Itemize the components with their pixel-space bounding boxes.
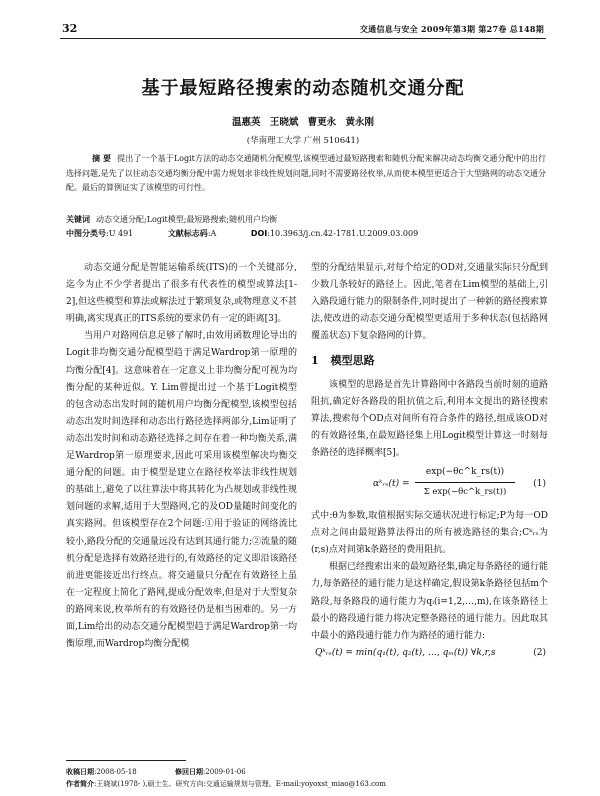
equation-number: (1) [533,479,546,490]
body-paragraph: 式中:θ为参数,取值根据实际交通状况进行标定;P为每一OD点对之间由最短路算法得出的所有被选路径的集合;Cᵏᵣₛ为(r,s)点对间第k条路径的费用阻抗。 [311,511,548,556]
abstract [66,152,546,196]
received-label: 收稿日期 [66,768,94,776]
author-name: 黄永刚 [345,117,374,128]
journal-header: 交通信息与安全 2009年第3期 第27卷 总148期 [359,24,544,34]
author-bio-label: 作者简介 [66,780,94,788]
equation-lhs: αᵏᵣₛ(t) = [373,479,410,490]
clc-value: U 491 [108,229,134,238]
body-paragraph: 当用户对路网信息足够了解时,由效用函数理论导出的Logit非均衡交通分配模型趋于满足Wardrop第一原理的均衡分配[4]。这意味着在一定意义上非均衡分配可视为均衡分配的某种近似。Y. Lim曾提出过一个基于Logit模型的包含动态出发时间的随机用户均衡分配模型,该模型包括动态出发时间选择和动态出行路径选择两部分,Lim证明了动态出发时间和动态路径选择之间存在着一种均衡关系,满足Wardrop第一原理要求,因此可采用该模型解决均衡交通分配的问题。由于模型是建立在路径枚举法非线性规划的基础上,避免了以往算法中将其转化为凸规划或非线性规划问题的求解,适用于大型路网,它的及OD量随时间变化的真实路网。但该模型存在2个问题:①用于验证的网络流比较小,路段分配的交通量远没有达到其通行能力;②流量的随机分配是选择有效路径进行的,有效路径的定义即沿该路径前进更能接近出行终点。将交通量只分配在有效路径上虽在一定程度上简化了路网,提成分配效率,但是对于大型复杂的路网来说,枚举所有的有效路径仍是相当困难的。另一方面,Lim给出的动态交通分配模型趋于满足Wardrop第一均衡原理,而Wardrop均衡分配模 [66,331,297,650]
body-paragraph: 根据已经搜索出来的最短路径集,确定每条路径的通行能力,每条路径的通行能力是这样确定,假设第k条路径包括m个路段,每条路段的通行能力为qᵢ(i=1,2,…,m),在该条路径上最小的路段通行能力将决定整条路径的通行能力。因此取其中最小的路段通行能力作为路径的通行能力: [311,562,548,641]
body-paragraph: 型的分配结果显示,对每个给定的OD对,交通量实际只分配到少数几条较好的路径上。因此,笔者在Lim模型的基础上,引入路段通行能力的限制条件,同时提出了一种新的路径搜索算法,使改进的动态交通分配模型更适用于多种状态(包括路网覆盖状态)下复杂路网的计算。 [311,263,548,342]
equation-2 [311,645,548,662]
header-rule [60,38,546,39]
section-title: 模型思路 [330,354,375,368]
page-number: 32 [62,22,78,35]
author-name: 温惠英 [232,117,261,128]
affiliation: (华南理工大学 广州 510641) [246,136,360,146]
author-list [60,114,546,128]
paper-title: 基于最短路径搜索的动态随机交通分配 [141,78,465,99]
author-name: 王晓斌 [269,117,299,128]
author-bio-text: :王晓斌(1978- ),硕士生。研究方向:交通运输规划与管理。E-mail:yoyoxst_miao@163.com [94,780,386,788]
body-paragraph: 动态交通分配是智能运输系统(ITS)的一个关键部分,迄今为止不少学者提出了很多有代表性的模型或算法[1-2],但这些模型和算法或解法过于繁琐复杂,或物理意义不甚明确,离实现真正的ITS系统的要求仍有一定的距离[3]。 [66,263,297,325]
section-number: 1 [311,354,319,368]
footnote-rule [66,760,186,761]
revised-label: 修回日期 [174,768,203,776]
section-heading [311,352,548,369]
abstract-text: 提出了一个基于Logit方法的动态交通随机分配模型,该模型通过最短路搜索和随机分配来解决动态均衡交通分配中的出行选择问题,是先了以往动态交通均衡分配中需力规划求非线性规划问题,同时不需要路径枚举,从而使本模型更适合于大型路网的动态交通分配。最后的算例证实了该模型的可行性。 [66,154,546,192]
classification-line: 中图分类号:U 491 文献标志码:A DOI:10.3963/j.cn.42-1781.U.2009.03.009 [66,229,419,238]
equation-fraction [415,464,515,501]
footnote [66,766,550,790]
body-paragraph: 该模型的思路是首先计算路网中各路段当前时刻的道路阻抗,确定好各路段的阻抗值之后,利用本文提出的路径搜索算法,搜索每个OD点对间所有符合条件的路径,组成该OD对的有效路径集,在最短路径集上用Logit模型计算这一时刻每条路径的选择概率[5]。 [311,379,548,458]
keywords-text: 动态交通分配;Logit模型;最短路搜索;随机用户均衡 [96,215,278,224]
equation-1 [311,464,548,504]
left-column [66,260,297,653]
equation-denominator: Σ exp(−θc^k_rs(t)) [423,487,507,498]
doi-label: DOI [250,229,268,238]
doi-value: 10.3963/j.cn.42-1781.U.2009.03.009 [269,229,419,238]
equation-numerator: exp(−θc^k_rs(t)) [415,464,515,483]
clc-label: 中图分类号 [66,229,106,238]
right-column [311,260,548,662]
equation-formula: Qᵏᵣₛ(t) = min(q₁(t), q₂(t), …, qₘ(t)) ∀k,r,s [315,647,496,658]
received-date: :2008-05-18 [94,768,137,776]
revised-date: :2009-01-06 [202,768,246,776]
doc-code-label: 文献标志码 [167,229,208,238]
author-name: 曹更永 [307,117,337,128]
equation-number: (2) [533,647,546,658]
doc-code-value: A [210,229,217,238]
keywords-label: 关键词 [66,215,90,224]
abstract-label: 摘 要 [92,154,112,163]
keywords [66,213,546,228]
